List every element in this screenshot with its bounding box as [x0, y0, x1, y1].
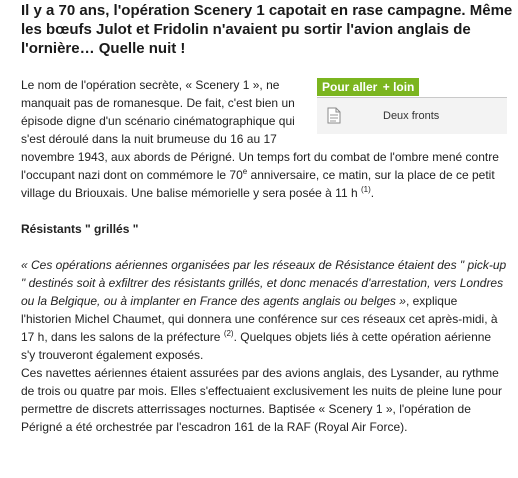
related-links-header-label: Pour aller [322, 80, 378, 94]
related-links-header [317, 78, 419, 96]
paragraph-intro-text: Le nom de l'opération secrète, « Scenery 1 », ne manquait pas de romanesque. De fait, c'est bien un épisode digne d'un scénario cinématographique qui s'est déroulé dans la nuit brumeuse du 16 au 17 novembre 1943, aux abords de Périgné. Un temps fort du combat de l'ombre mené contre l'occupant nazi dont on commémore le 70 [21, 78, 499, 182]
related-link-row[interactable] [317, 97, 507, 134]
spacer [21, 202, 507, 220]
article-body [21, 76, 507, 436]
quote-text: « Ces opérations aériennes organisées par les réseaux de Résistance étaient des " pick-up " destinés soit à exfiltrer des résistants grillés, et donc menacés d'arrestation, vers Londres ou la Belgique, ou à implanter en France des agents anglais ou belges » [21, 258, 507, 308]
footnote-ref-1: (1) [360, 185, 371, 194]
paragraph-quote-text: , explique l'historien Michel Chaumet, qui donnera une conférence sur ces réseaux cet après-midi, à 17 h, dans les salons de la préfecture [21, 294, 498, 344]
document-icon [327, 107, 341, 124]
paragraph-intro-end: . [370, 186, 375, 200]
footnote-ref-2: (2) [223, 329, 234, 338]
article-headline: Il y a 70 ans, l'opération Scenery 1 capotait en rase campagne. Même les bœufs Julot et Fridolin n'avaient pu sortir l'avion anglais de l'ornière… Quelle nuit ! [21, 2, 513, 57]
plus-icon: + [382, 80, 390, 94]
paragraph-lysander: Ces navettes aériennes étaient assurées par des avions anglais, des Lysander, au rythme de trois ou quatre par mois. Elles s'effectuaient exclusivement les nuits de pleine lune pour permettre de discrets atterrissages nocturnes. Baptisée « Scenery 1 », l'opération de Périgné a été orchestrée par l'escadron 161 de la RAF (Royal Air Force). [21, 366, 503, 434]
ordinal-superscript: e [242, 167, 248, 176]
subheading: Résistants " grillés " [21, 222, 139, 236]
related-link-deux-fronts[interactable]: Deux fronts [383, 110, 440, 122]
spacer [21, 238, 507, 256]
related-links-header-end: loin [393, 80, 415, 94]
paragraph-quote [21, 256, 507, 364]
paragraph-quote-end: . Quelques objets liés à cette opération aérienne s'y trouveront également exposés. [21, 330, 492, 362]
paragraph-intro-text-2: anniversaire, ce matin, sur la place de ce petit village du Briouxais. Une balise mémorielle y sera posée à 11 h [21, 168, 495, 200]
related-links-box [317, 78, 507, 134]
